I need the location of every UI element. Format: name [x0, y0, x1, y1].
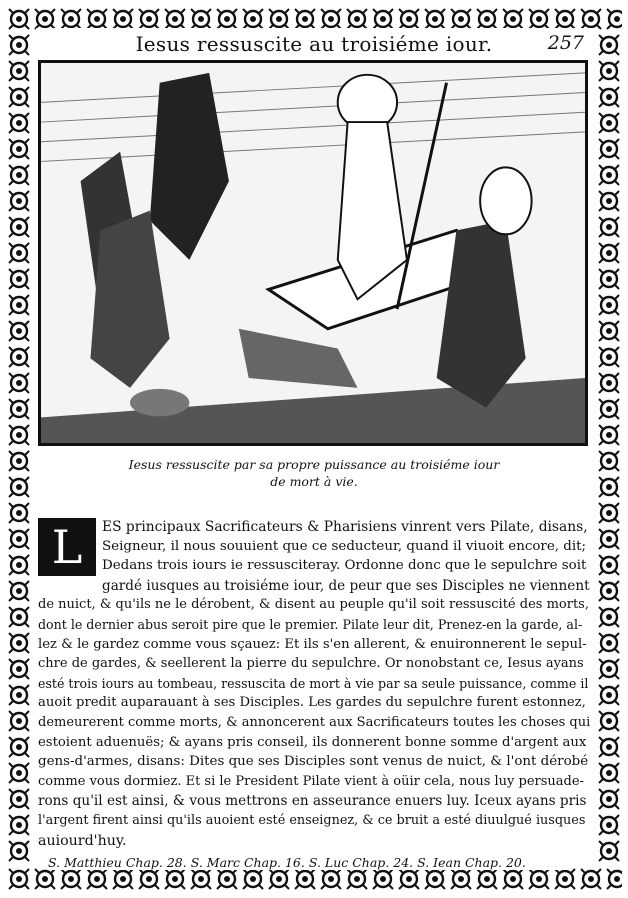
ornamental-border-right	[596, 32, 622, 866]
body-line: gens-d'armes, disans: Dites que ses Disciples sont venus de nuict, & l'ont dérobé	[38, 754, 589, 770]
body-line: chre de gardes, & seellerent la pierre du sepulchre. Or nonobstant ce, Iesus ayans	[38, 656, 584, 672]
body-line: de nuict, & qu'ils ne le dérobent, & disent au peuple qu'il soit ressuscité des morts,	[38, 597, 589, 613]
drop-cap	[38, 518, 96, 576]
body-line: lez & le gardez comme vous sçauez: Et ils s'en allerent, & enuironnerent le sepul-	[38, 636, 587, 652]
illustration-caption	[60, 456, 568, 490]
page-number: 257	[547, 32, 584, 54]
body-line: comme vous dormiez. Et si le President Pilate vient à oüir cela, nous luy persuade-	[38, 773, 584, 789]
drop-cap-letter: L	[51, 520, 83, 574]
body-line: rons qu'il est ainsi, & vous mettrons en asseurance enuers luy. Iceux ayans pris	[38, 793, 587, 810]
woodcut-illustration	[38, 60, 588, 446]
body-line: l'argent firent ainsi qu'ils auoient esté enseignez, & ce bruit a esté diuulgué iusques	[38, 813, 586, 828]
scripture-references: S. Matthieu Chap. 28. S. Marc Chap. 16. S. Luc Chap. 24. S. Iean Chap. 20.	[48, 855, 568, 870]
body-line: esté trois iours au tombeau, ressuscita de mort à vie par sa seule puissance, comme il	[38, 675, 589, 691]
body-line: auoit predit auparauant à ses Disciples. Les gardes du sepulchre furent estonnez,	[38, 695, 586, 711]
body-line: demeurerent comme morts, & annoncerent aux Sacrificateurs toutes les choses qui	[38, 715, 591, 730]
body-line: ES principaux Sacrificateurs & Pharisiens vinrent vers Pilate, disans,	[102, 519, 588, 535]
running-head: Iesus ressuscite au troisiéme iour.	[135, 32, 493, 56]
ornamental-border-left	[6, 32, 32, 866]
body-line: gardé iusques au troisiéme iour, de peur que ses Disciples ne viennent	[102, 577, 590, 594]
body-line: estoient aduenuës; & ayans pris conseil, ils donnerent bonne somme d'argent aux	[38, 734, 587, 750]
caption-line: de mort à vie.	[270, 474, 358, 489]
body-line: auiourd'huy.	[38, 832, 127, 849]
caption-line: Iesus ressuscite par sa propre puissance au troisiéme iour	[128, 457, 500, 472]
body-line: Seigneur, il nous souuient que ce seducteur, quand il viuoit encore, dit;	[102, 538, 587, 554]
body-line: Dedans trois iours ie ressusciteray. Ordonne donc que le sepulchre soit	[102, 558, 587, 574]
page-header	[36, 28, 592, 58]
body-line: dont le dernier abus seroit pire que le premier. Pilate leur dit, Prenez-en la garde, al-	[38, 617, 583, 632]
